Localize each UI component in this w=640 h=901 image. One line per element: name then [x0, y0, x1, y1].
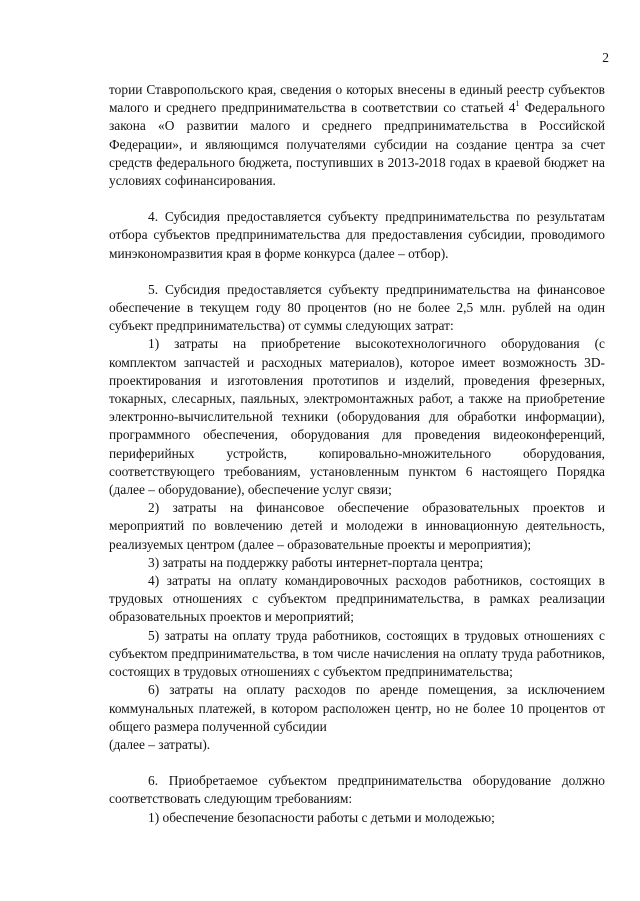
list-item-5-2: 2) затраты на финансовое обеспечение образовательных проектов и мероприятий по вовлечению детей и молодежи в инновационную деятельность, реализуемых центром (далее – образовательные проекты и мероприятия); [109, 500, 605, 552]
paragraph-5-tail: (далее – затраты). [109, 736, 211, 752]
paragraph-continuation-text-after: Федерального закона «О развитии малого и среднего предпринимательства в Российской Федерации», и являющимся получателями субсидии на создание центра за счет средств федерального бюджета, поступивших в 2013-2018 годах в краевой бюджет на условиях софинансирования. [109, 100, 605, 189]
paragraph-continuation [109, 81, 605, 190]
list-item-5-4: 4) затраты на оплату командировочных расходов работников, состоящих в трудовых отношениях с субъектом предпринимательства, в рамках реализации образовательных проектов и мероприятий; [109, 573, 605, 625]
list-item-5-1: 1) затраты на приобретение высокотехнологичного оборудования (с комплектом запчастей и расходных материалов), которое имеет возможность 3D-проектирования и изготовления прототипов и изделий, проведения фрезерных, токарных, слесарных, паяльных, электромонтажных работ, а также на приобретение электронно-вычислительной техники (оборудования для обработки информации), программного обеспечения, оборудования для проведения видеоконференций, периферийных устройств, копировально-множительного оборудования, соответствующего требованиям, установленным пунктом 6 настоящего Порядка (далее – оборудование), обеспечение услуг связи; [109, 336, 605, 498]
paragraph-4: 4. Субсидия предоставляется субъекту предпринимательства по результатам отбора субъектов предпринимательства для предоставления субсидии, проводимого минэкономразвития края в форме конкурса (далее – отбор). [109, 209, 605, 261]
paragraph-continuation-text: тории Ставропольского края, сведения о которых внесены в единый реестр субъектов малого и среднего предпринимательства в соответствии со статьей 4 [109, 82, 605, 116]
document-body [109, 81, 605, 827]
list-item-6-1: 1) обеспечение безопасности работы с детьми и молодежью; [148, 809, 495, 825]
list-item-5-3: 3) затраты на поддержку работы интернет-портала центра; [148, 554, 484, 570]
article-superscript: 1 [515, 99, 520, 109]
page-number: 2 [602, 50, 609, 65]
list-item-5-6: 6) затраты на оплату расходов по аренде помещения, за исключением коммунальных платежей, в котором расположен центр, но не более 10 процентов от общего размера полученной субсидии [109, 682, 605, 734]
paragraph-6: 6. Приобретаемое субъектом предпринимательства оборудование должно соответствовать следующим требованиям: [109, 773, 605, 807]
paragraph-5: 5. Субсидия предоставляется субъекту предпринимательства на финансовое обеспечение в текущем году 80 процентов (но не более 2,5 млн. рублей на один субъект предпринимательства) от суммы следующих затрат: [109, 281, 605, 334]
list-item-5-5: 5) затраты на оплату труда работников, состоящих в трудовых отношениях с субъектом предпринимательства, в том числе начисления на оплату труда работников, состоящих в трудовых отношениях с субъектом предпринимательства; [109, 627, 605, 680]
